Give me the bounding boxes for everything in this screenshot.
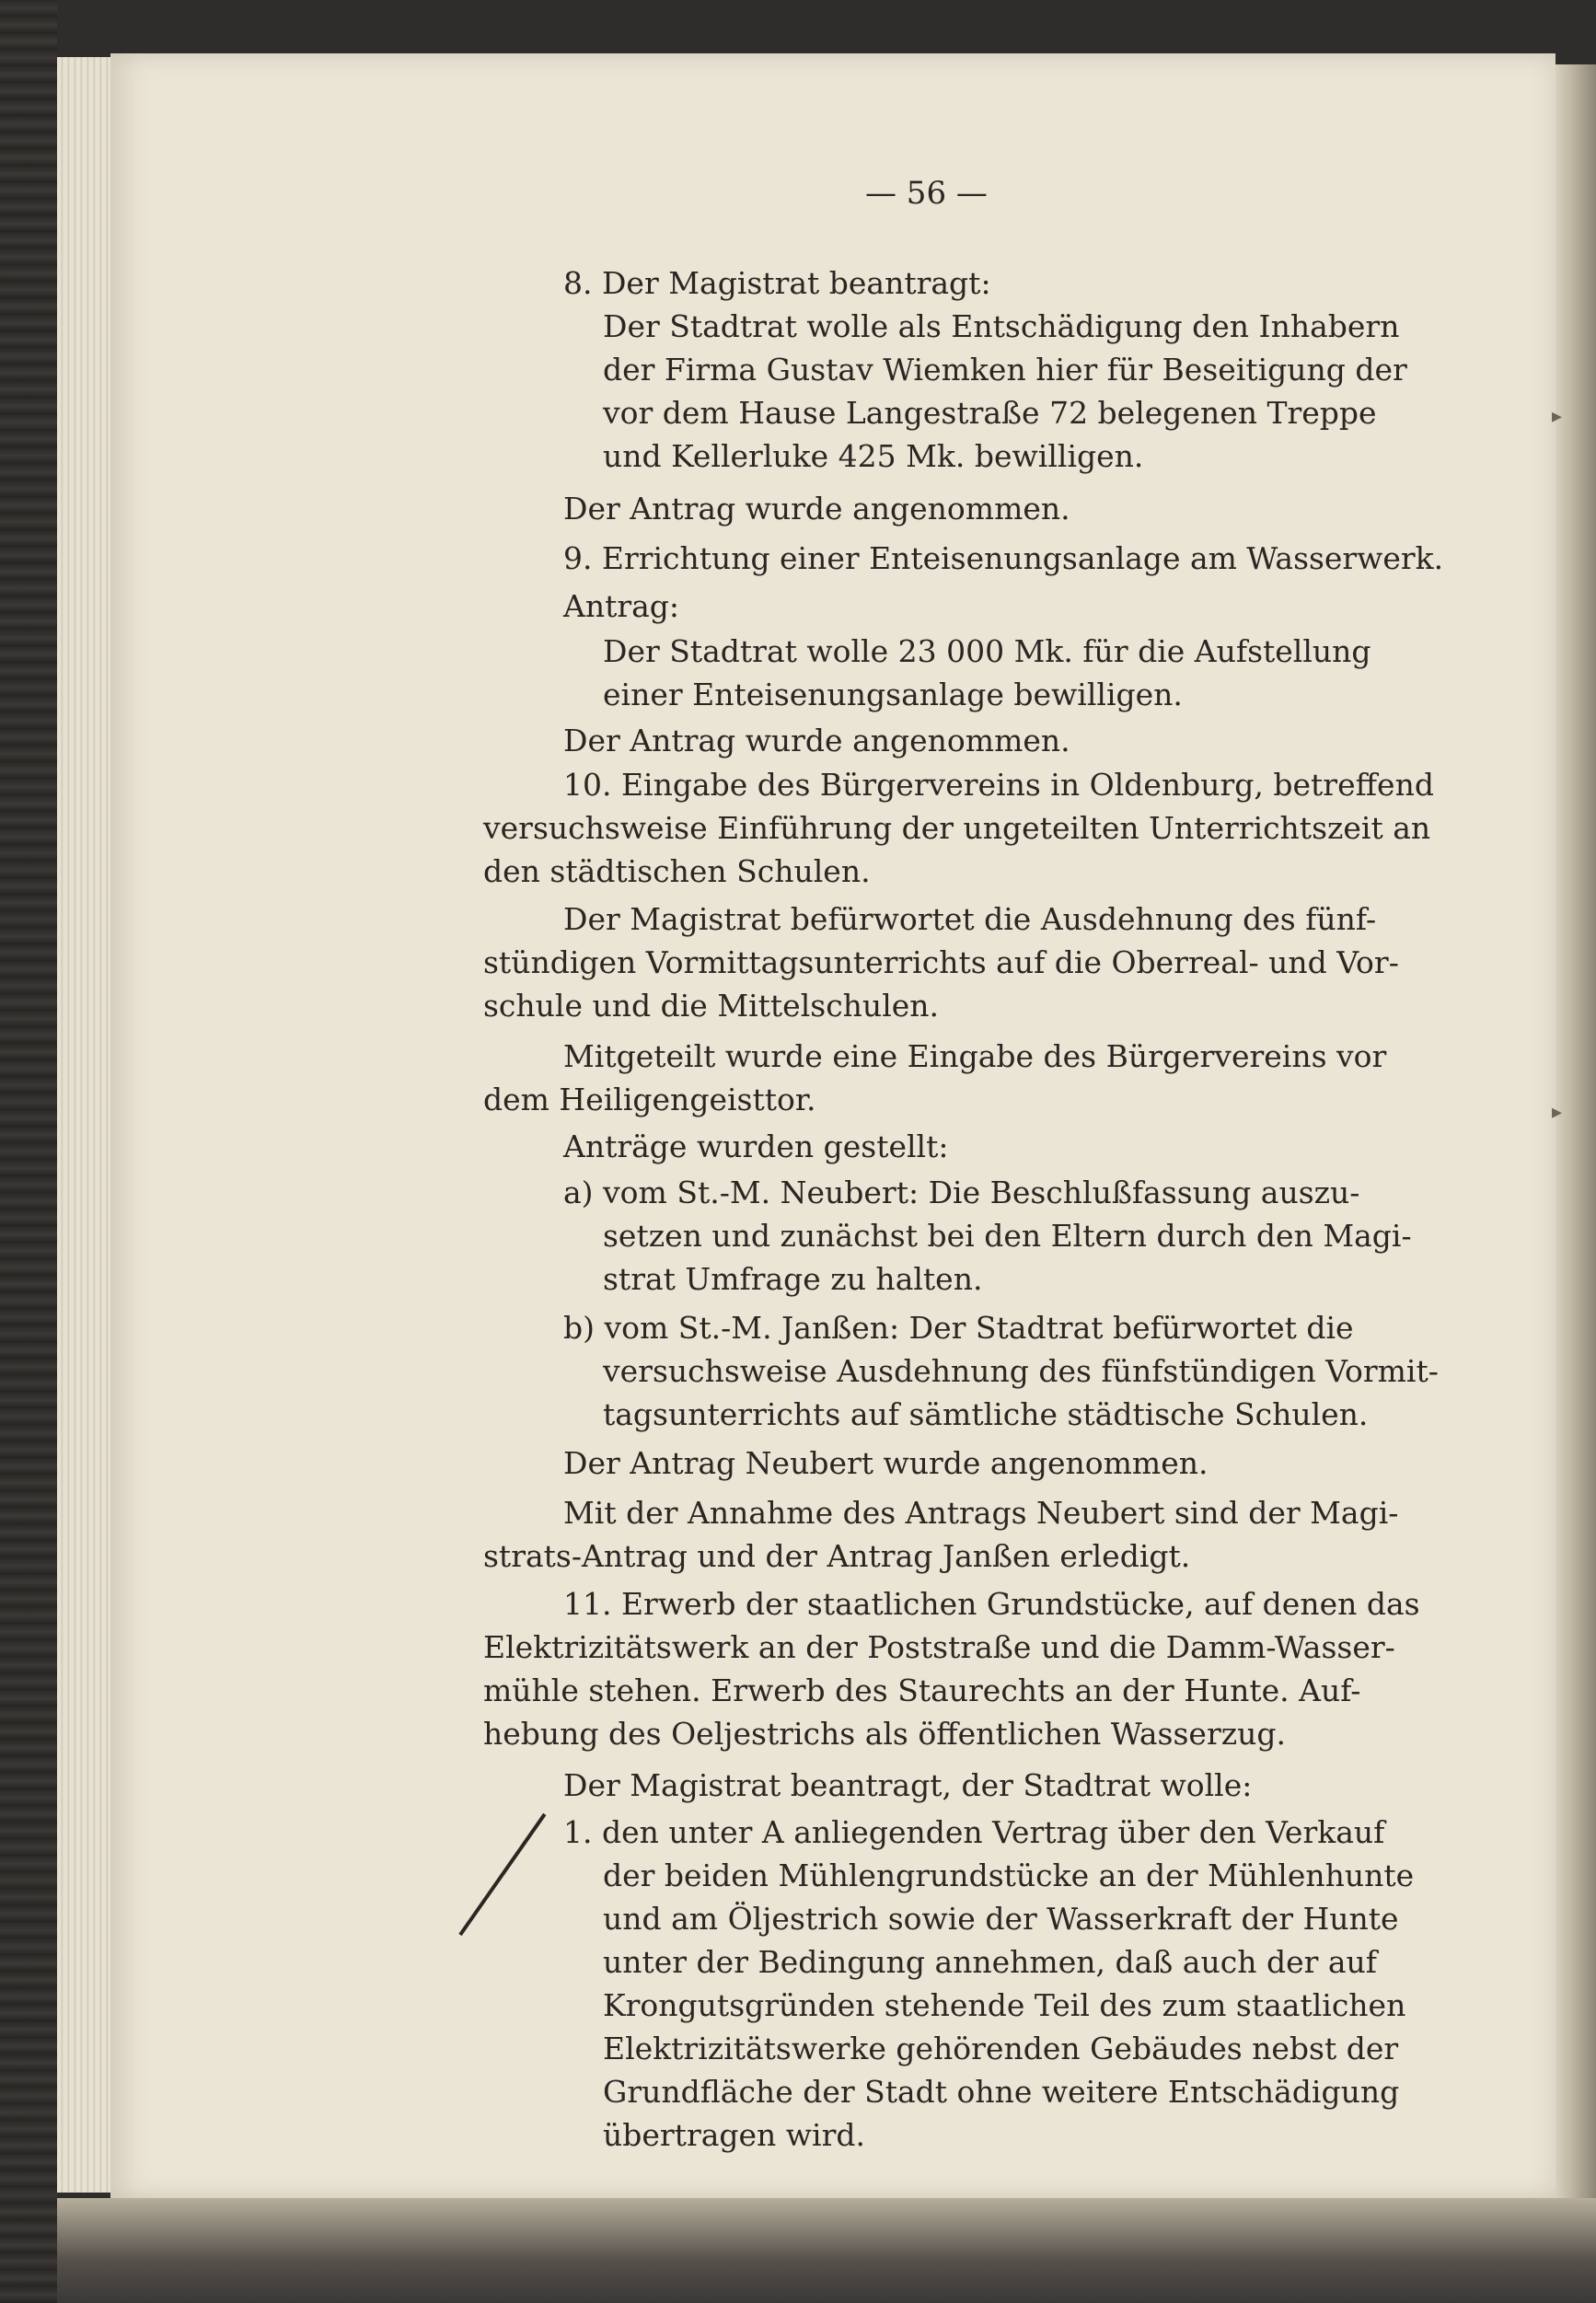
- text-line: stündigen Vormittagsunterrichts auf die Oberreal- und Vor-: [483, 944, 1399, 980]
- text-line: versuchsweise Einführung der ungeteilten Unterrichtszeit an: [483, 810, 1431, 846]
- text-line: b) vom St.-M. Janßen: Der Stadtrat befürwortet die: [563, 1310, 1354, 1346]
- page-stack-edge: [57, 57, 112, 2193]
- text-line: a) vom St.-M. Neubert: Die Beschlußfassung auszu-: [563, 1175, 1360, 1210]
- text-line: einer Enteisenungsanlage bewilligen.: [603, 677, 1183, 712]
- text-line: den städtischen Schulen.: [483, 853, 871, 889]
- text-line: Elektrizitätswerk an der Poststraße und die Damm-Wasser-: [483, 1629, 1395, 1665]
- text-line: mühle stehen. Erwerb des Staurechts an der Hunte. Auf-: [483, 1672, 1361, 1708]
- edge-mark-icon: ▸: [1552, 1101, 1563, 1124]
- text-line: Krongutsgründen stehende Teil des zum staatlichen: [603, 1987, 1406, 2023]
- text-line: und am Öljestrich sowie der Wasserkraft der Hunte: [603, 1901, 1399, 1937]
- text-line: Mit der Annahme des Antrags Neubert sind der Magi-: [563, 1495, 1399, 1531]
- text-line: Der Antrag Neubert wurde angenommen.: [563, 1445, 1209, 1481]
- text-line: dem Heiligengeisttor.: [483, 1082, 816, 1117]
- text-line: Mitgeteilt wurde eine Eingabe des Bürgervereins vor: [563, 1038, 1387, 1074]
- right-page-edge: [1556, 64, 1596, 2274]
- text-line: 1. den unter A anliegenden Vertrag über den Verkauf: [563, 1814, 1385, 1850]
- page-number: — 56 —: [865, 175, 988, 212]
- text-line: Elektrizitätswerke gehörenden Gebäudes nebst der: [603, 2031, 1399, 2066]
- text-line: 11. Erwerb der staatlichen Grundstücke, auf denen das: [563, 1586, 1420, 1622]
- text-line: der Firma Gustav Wiemken hier für Beseitigung der: [603, 352, 1407, 388]
- text-line: Antrag:: [563, 588, 680, 624]
- text-line: strats-Antrag und der Antrag Janßen erledigt.: [483, 1538, 1191, 1574]
- bottom-page-edge: [57, 2198, 1596, 2303]
- text-line: und Kellerluke 425 Mk. bewilligen.: [603, 438, 1144, 474]
- text-line: schule und die Mittelschulen.: [483, 988, 940, 1024]
- text-line: setzen und zunächst bei den Eltern durch den Magi-: [603, 1218, 1412, 1254]
- text-line: Der Stadtrat wolle als Entschädigung den Inhabern: [603, 308, 1400, 344]
- text-line: hebung des Oeljestrichs als öffentlichen Wasserzug.: [483, 1716, 1286, 1752]
- text-line: versuchsweise Ausdehnung des fünfstündigen Vormit-: [603, 1353, 1439, 1389]
- text-line: Der Stadtrat wolle 23 000 Mk. für die Aufstellung: [603, 633, 1371, 669]
- text-line: Der Magistrat befürwortet die Ausdehnung des fünf-: [563, 901, 1377, 937]
- text-line: tagsunterrichts auf sämtliche städtische Schulen.: [603, 1396, 1369, 1432]
- text-line: unter der Bedingung annehmen, daß auch der auf: [603, 1944, 1378, 1980]
- text-line: Anträge wurden gestellt:: [563, 1128, 949, 1164]
- text-line: vor dem Hause Langestraße 72 belegenen Treppe: [603, 395, 1377, 431]
- text-line: übertragen wird.: [603, 2117, 865, 2153]
- text-line: Der Magistrat beantragt, der Stadtrat wolle:: [563, 1767, 1253, 1803]
- text-line: der beiden Mühlengrundstücke an der Mühlenhunte: [603, 1857, 1415, 1893]
- text-line: 9. Errichtung einer Enteisenungsanlage am Wasserwerk.: [563, 540, 1444, 576]
- text-line: Der Antrag wurde angenommen.: [563, 491, 1070, 527]
- text-line: strat Umfrage zu halten.: [603, 1261, 983, 1297]
- text-line: 10. Eingabe des Bürgervereins in Oldenburg, betreffend: [563, 767, 1434, 803]
- text-line: 8. Der Magistrat beantragt:: [563, 265, 991, 301]
- text-line: Der Antrag wurde angenommen.: [563, 723, 1070, 758]
- text-line: Grundfläche der Stadt ohne weitere Entschädigung: [603, 2074, 1400, 2110]
- book-spine-edge: [0, 0, 57, 2303]
- edge-mark-icon: ▸: [1552, 405, 1563, 428]
